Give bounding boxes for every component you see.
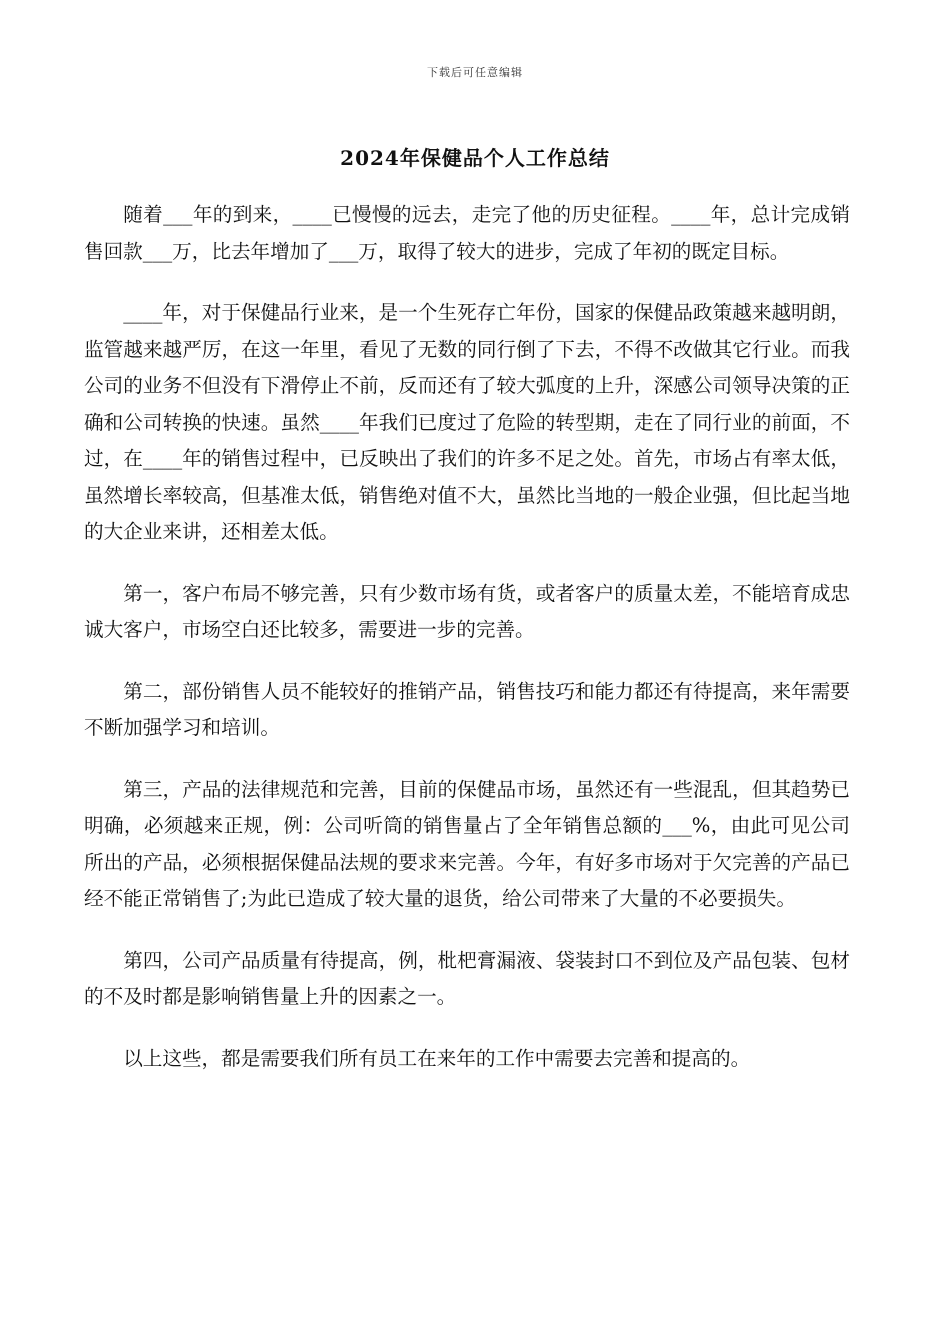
paragraph-point-3: 第三，产品的法律规范和完善，目前的保健品市场，虽然还有一些混乱，但其趋势已明确，必须越来正规，例：公司听筒的销售量占了全年销售总额的___%，由此可见公司所出的产品，必须根据保健品法规的要求来完善。今年，有好多市场对于欠完善的产品已经不能正常销售了;为此已造成了较大量的退货，给公司带来了大量的不必要损失。	[84, 777, 850, 910]
paragraph-intro: 随着___年的到来，____已慢慢的远去，走完了他的历史征程。____年，总计完成销售回款___万，比去年增加了___万，取得了较大的进步，完成了年初的既定目标。	[84, 203, 850, 263]
document-title: 2024年保健品个人工作总结	[340, 146, 610, 170]
paragraph-conclusion: 以上这些，都是需要我们所有员工在来年的工作中需要去完善和提高的。	[123, 1046, 751, 1070]
paragraph-point-1: 第一，客户布局不够完善，只有少数市场有货，或者客户的质量太差，不能培育成忠诚大客户，市场空白还比较多，需要进一步的完善。	[84, 581, 850, 641]
paragraph-point-2: 第二，部份销售人员不能较好的推销产品，销售技巧和能力都还有待提高，来年需要不断加强学习和培训。	[84, 679, 850, 739]
paragraph-point-4: 第四，公司产品质量有待提高，例，枇杷膏漏液、袋装封口不到位及产品包装、包材的不及时都是影响销售量上升的因素之一。	[84, 948, 850, 1008]
header-note: 下载后可任意编辑	[427, 66, 523, 79]
document-body	[84, 197, 850, 1102]
paragraph-industry: ____年，对于保健品行业来，是一个生死存亡年份，国家的保健品政策越来越明朗，监管越来越严厉，在这一年里，看见了无数的同行倒了下去，不得不改做其它行业。而我公司的业务不但没有下滑停止不前，反而还有了较大弧度的上升，深感公司领导决策的正确和公司转换的快速。虽然____年我们已度过了危险的转型期，走在了同行业的前面，不过，在____年的销售过程中，已反映出了我们的许多不足之处。首先，市场占有率太低，虽然增长率较高，但基准太低，销售绝对值不大，虽然比当地的一般企业强，但比起当地的大企业来讲，还相差太低。	[84, 301, 850, 543]
